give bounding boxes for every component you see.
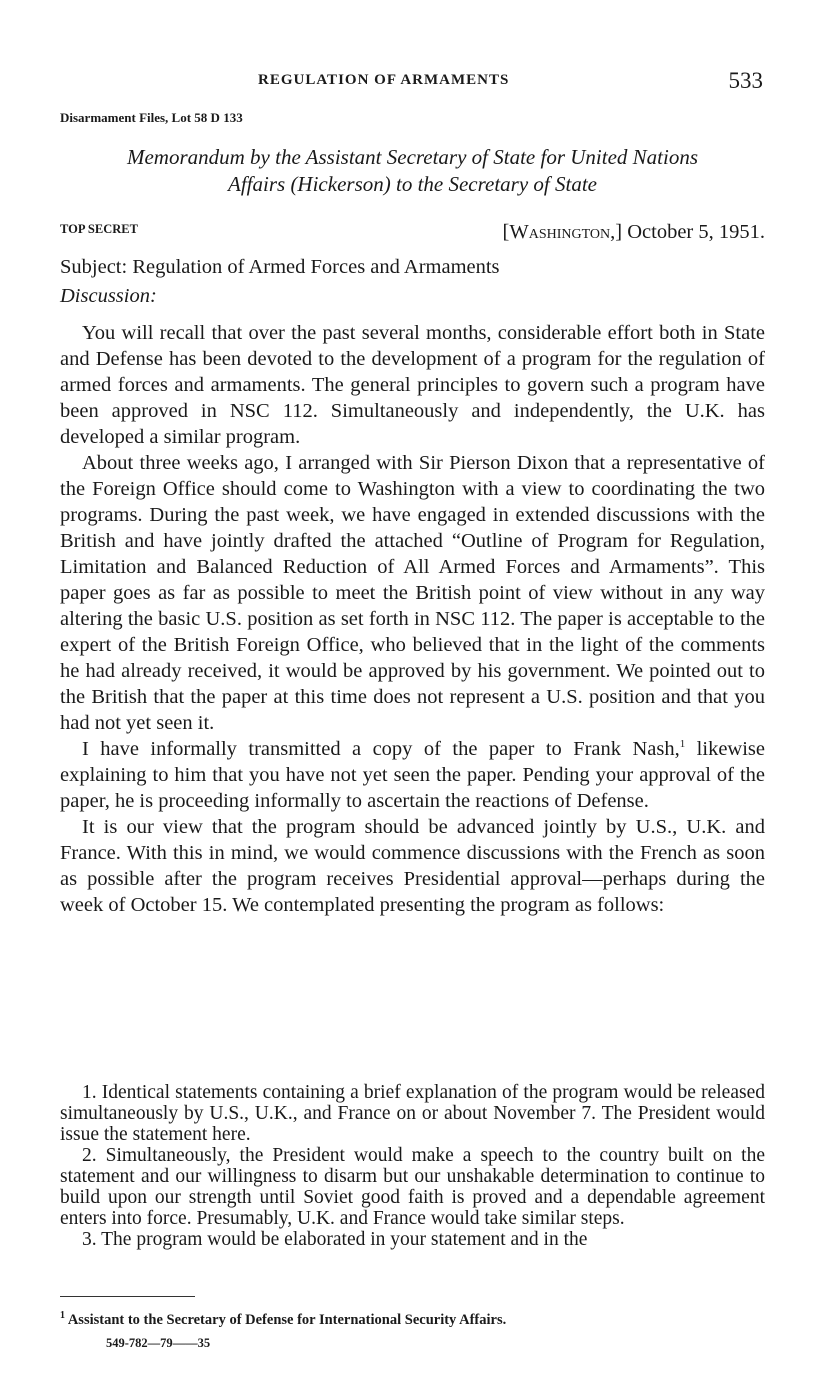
page-number: 533 [728,68,763,93]
classification-marking: TOP SECRET [60,222,138,236]
list-item: 1. Identical statements containing a brief explanation of the program would be released simultaneously by U.S., U.K., and France on or about November 7. The President would issue the statement here. [60,1082,765,1145]
paragraph-3 [60,736,765,814]
subject-line [60,256,500,279]
source-reference: Disarmament Files, Lot 58 D 133 [60,110,243,125]
document-page [60,0,765,1380]
paragraph-3-rest: likewise explaining to him that you have not yet seen the paper. Pending your approval of the paper, he is proceeding informally to ascertain the reactions of Defense. [60,738,765,812]
memo-title-line-2: Affairs (Hickerson) to the Secretary of State [228,172,597,196]
memo-title [60,144,765,198]
dateline-date: October 5, 1951. [627,221,765,243]
subject-label: Subject: [60,256,128,278]
print-code: 549-782—79——35 [106,1336,211,1350]
footnote-reference[interactable]: 1 [679,738,686,751]
footnote-marker: 1 [60,1310,65,1321]
footnote [60,1310,506,1329]
numbered-list [60,1082,765,1250]
paragraph-3-lead: I have informally transmitted a copy of the paper to Frank Nash, [82,738,680,760]
memo-body [60,320,765,918]
discussion-label: Discussion: [60,285,157,307]
running-header [60,68,765,98]
paragraph-4: It is our view that the program should be advanced jointly by U.S., U.K. and France. With this in mind, we would commence discussions with the French as soon as possible after the program receives Presidential approval—perhaps during the week of October 15. We contemplated presenting the program as follows: [60,816,765,916]
subject-text: Regulation of Armed Forces and Armaments [132,256,500,278]
footnote-text: Assistant to the Secretary of Defense for International Security Affairs. [67,1311,507,1328]
list-item: 2. Simultaneously, the President would make a speech to the country built on the statement and our willingness to disarm but our unshakable determination to continue to build upon our strength until Soviet good faith is proved and a dependable agreement enters into force. Presumably, U.K. and France would take similar steps. [60,1145,765,1229]
dateline: [Washington,] October 5, 1951. [502,221,765,243]
footnote-divider [60,1296,195,1297]
paragraph-2: About three weeks ago, I arranged with Sir Pierson Dixon that a representative of the Foreign Office should come to Washington with a view to coordinating the two programs. During the past week, we have engaged in extended discussions with the British and have jointly drafted the attached “Outline of Program for Regulation, Limitation and Balanced Reduction of All Armed Forces and Armaments”. This paper goes as far as possible to meet the British point of view without in any way altering the basic U.S. position as set forth in NSC 112. The paper is acceptable to the expert of the British Foreign Office, who believed that in the light of the comments he had already received, it would be approved by his government. We pointed out to the British that the paper at this time does not represent a U.S. position and that you had not yet seen it. [60,452,765,734]
paragraph-1: You will recall that over the past several months, considerable effort both in State and Defense has been devoted to the development of a program for the regulation of armed forces and armaments. The general principles to govern such a program have been approved in NSC 112. Simultaneously and independently, the U.K. has developed a similar program. [60,322,765,448]
dateline-place: Washington, [509,221,616,243]
list-item: 3. The program would be elaborated in your statement and in the [82,1229,588,1250]
running-title: REGULATION OF ARMAMENTS [258,72,510,88]
memo-title-line-1: Memorandum by the Assistant Secretary of State for United Nations [126,145,699,169]
